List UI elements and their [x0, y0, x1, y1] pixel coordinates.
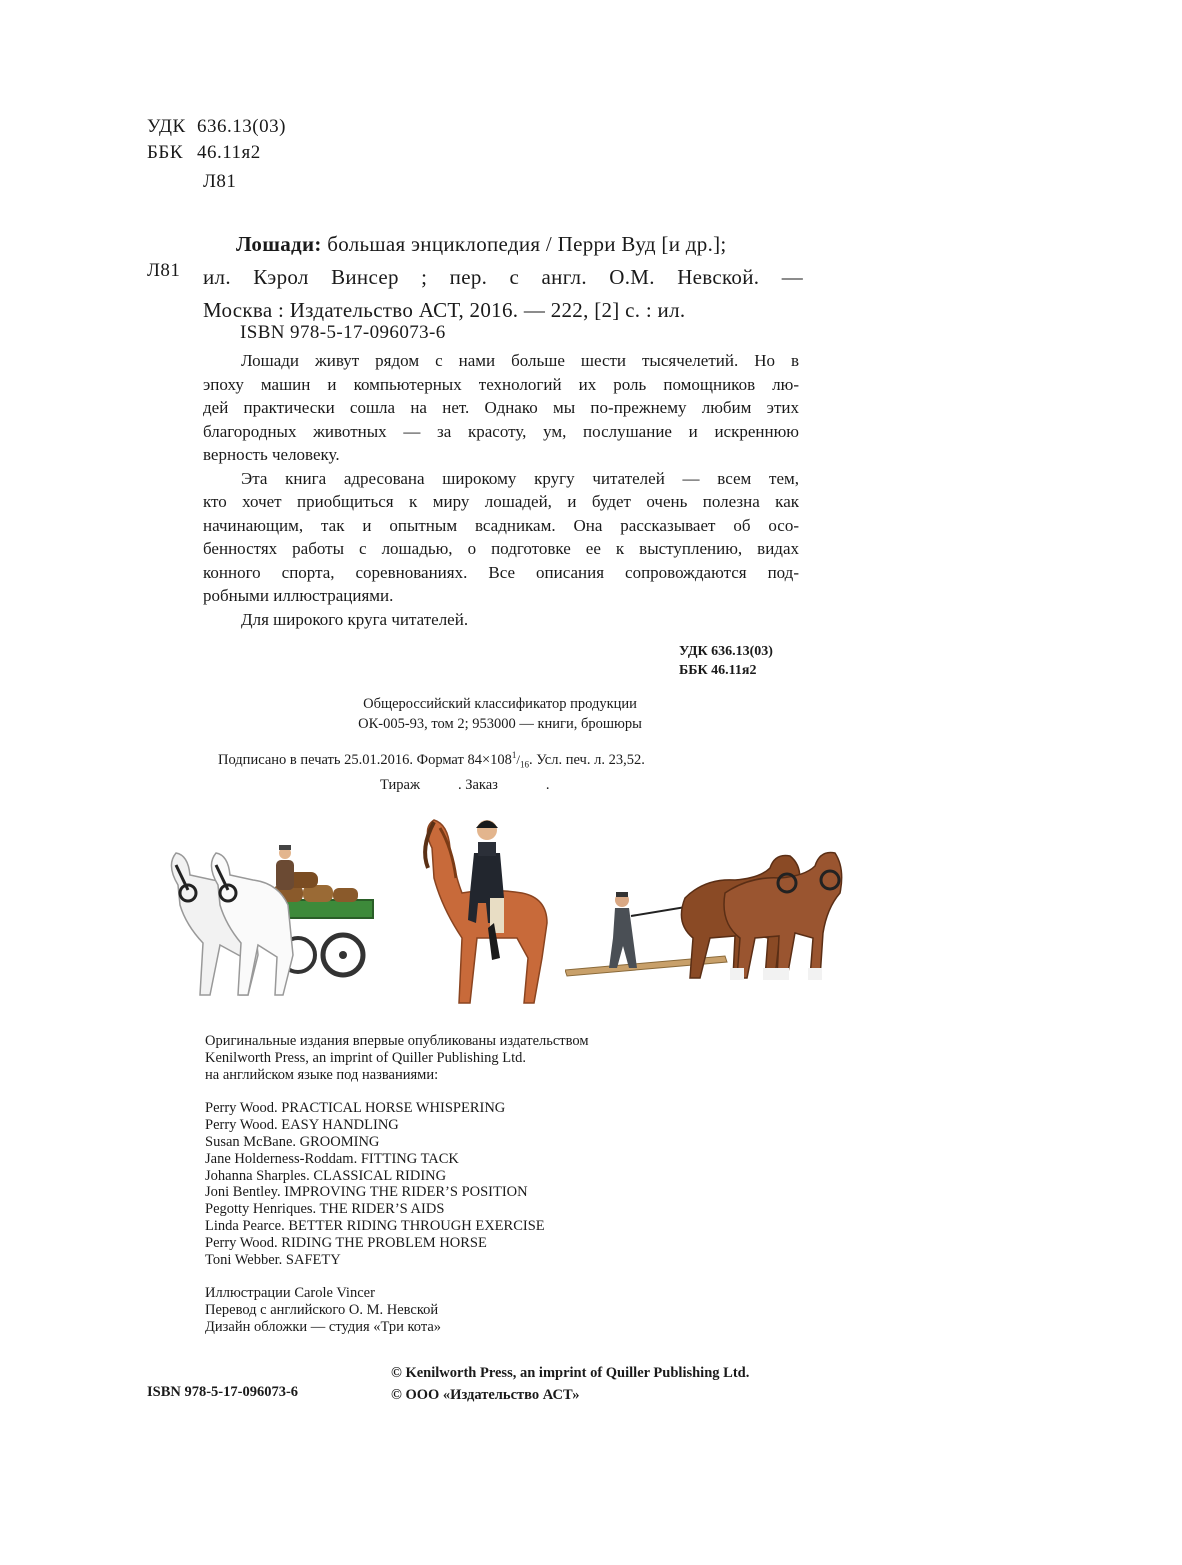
original-titles-list	[205, 1100, 589, 1268]
original-title: Johanna Sharples. CLASSICAL RIDING	[205, 1167, 447, 1184]
annotation	[203, 349, 799, 631]
credits	[205, 1285, 589, 1335]
isbn-bottom: ISBN 978-5-17-096073-6	[147, 1384, 299, 1400]
original-title: Linda Pearce. BETTER RIDING THROUGH EXERCISE	[205, 1217, 545, 1234]
okp-line-2: ОК-005-93, том 2; 953000 — книги, брошюры	[358, 716, 642, 732]
udk-bottom: УДК 636.13(03)	[679, 644, 773, 659]
bibliographic-record	[203, 228, 803, 327]
annotation-line: конного спорта, соревнованиях. Все описания сопровождаются под-	[203, 562, 799, 582]
original-title: Joni Bentley. IMPROVING THE RIDER’S POSITION	[205, 1184, 528, 1201]
bbk-bottom: ББК 46.11я2	[679, 663, 757, 678]
credit-line: Иллюстрации Carole Vincer	[205, 1285, 375, 1302]
intro-line: на английском языке под названиями:	[205, 1066, 439, 1083]
format-sup: 1	[511, 750, 517, 760]
original-title: Pegotty Henriques. THE RIDER’S AIDS	[205, 1201, 445, 1218]
print-info	[218, 745, 645, 795]
rider-horse-icon	[412, 808, 552, 1008]
copyright-line-1: © Kenilworth Press, an imprint of Quiller Publishing Ltd.	[391, 1365, 750, 1381]
isbn-main: ISBN 978-5-17-096073-6	[240, 322, 446, 343]
annotation-line: кто хочет приобщиться к миру лошадей, и будет очень полезна как	[203, 492, 799, 511]
credit-line: Перевод с английского О. М. Невской	[205, 1302, 439, 1319]
print-line-2: Тираж . Заказ .	[380, 776, 550, 793]
udk-value: 636.13(03)	[197, 116, 286, 137]
word: англ.	[541, 265, 587, 289]
annotation-line: дей практически сошла на нет. Однако мы по-прежнему любим этих	[203, 398, 799, 417]
annotation-line: эпоху машин и компьютерных технологий их роль помощников лю-	[203, 374, 799, 394]
record-line-2	[203, 261, 803, 294]
original-title: Perry Wood. RIDING THE PROBLEM HORSE	[205, 1234, 487, 1251]
udk-label: УДК	[147, 116, 186, 137]
record-line-3: Москва : Издательство АСТ, 2016. — 222, [2] с. : ил.	[203, 298, 686, 322]
intro-line: Kenilworth Press, an imprint of Quiller Publishing Ltd.	[205, 1049, 526, 1066]
cart-horses-icon	[158, 845, 380, 1007]
original-intro	[205, 1033, 589, 1083]
word: Кэрол	[253, 265, 309, 289]
word: с	[509, 265, 520, 289]
annotation-line: робными иллюстрациями.	[203, 586, 394, 605]
annotation-line: начинающим, так и опытным всадникам. Она рассказывает об осо-	[203, 515, 799, 535]
copyright-line-2: © ООО «Издательство АСТ»	[391, 1387, 580, 1403]
original-title: Perry Wood. PRACTICAL HORSE WHISPERING	[205, 1100, 506, 1117]
word: Винсер	[331, 265, 399, 289]
plough-horses-icon	[565, 838, 845, 1008]
annotation-audience: Для широкого круга читателей.	[241, 609, 469, 629]
okp-classifier	[200, 694, 800, 734]
original-editions	[205, 1033, 589, 1336]
annotation-line: благородных животных — за красоту, ум, послушание и искреннюю	[203, 421, 799, 441]
bbk-classification	[147, 142, 261, 164]
intro-line: Оригинальные издания впервые опубликованы издательством	[205, 1033, 589, 1049]
annotation-line: Эта книга адресована широкому кругу читателей — всем тем,	[241, 468, 799, 488]
copyright	[391, 1362, 749, 1406]
credit-line: Дизайн обложки — студия «Три кота»	[205, 1318, 442, 1335]
record-line-1	[203, 228, 803, 261]
margin-author-mark: Л81	[147, 260, 181, 281]
book-title: Лошади:	[236, 232, 322, 256]
bbk-value: 46.11я2	[197, 142, 261, 163]
bbk-label: ББК	[147, 142, 183, 163]
word: —	[781, 265, 803, 289]
original-title: Jane Holderness-Roddam. FITTING TACK	[205, 1150, 459, 1167]
title-rest: большая энциклопедия / Перри Вуд [и др.];	[327, 232, 727, 256]
print-line-1: Подписано в печать 25.01.2016. Формат $84\times 108^1/_{16}$. Усл. печ. л. 23,52.	[218, 750, 645, 770]
annotation-line: верность человеку.	[203, 445, 340, 464]
word: пер.	[449, 265, 488, 289]
original-title: Perry Wood. EASY HANDLING	[205, 1117, 399, 1134]
format-sub: 16	[520, 759, 530, 770]
original-title: Toni Webber. SAFETY	[205, 1251, 341, 1268]
word: О.М.	[609, 265, 655, 289]
word: ил.	[203, 265, 231, 289]
annotation-line: бенностях работы с лошадью, о подготовке ее к выступлению, видах	[203, 539, 799, 558]
original-title: Susan McBane. GROOMING	[205, 1133, 380, 1150]
annotation-line: Лошади живут рядом с нами больше шести тысячелетий. Но в	[241, 351, 799, 370]
word: Невской.	[677, 265, 760, 289]
author-mark: Л81	[203, 171, 237, 192]
okp-line-1: Общероссийский классификатор продукции	[363, 696, 637, 712]
udk-classification	[147, 116, 286, 138]
classification-bottom	[679, 642, 773, 680]
word: ;	[421, 265, 428, 289]
